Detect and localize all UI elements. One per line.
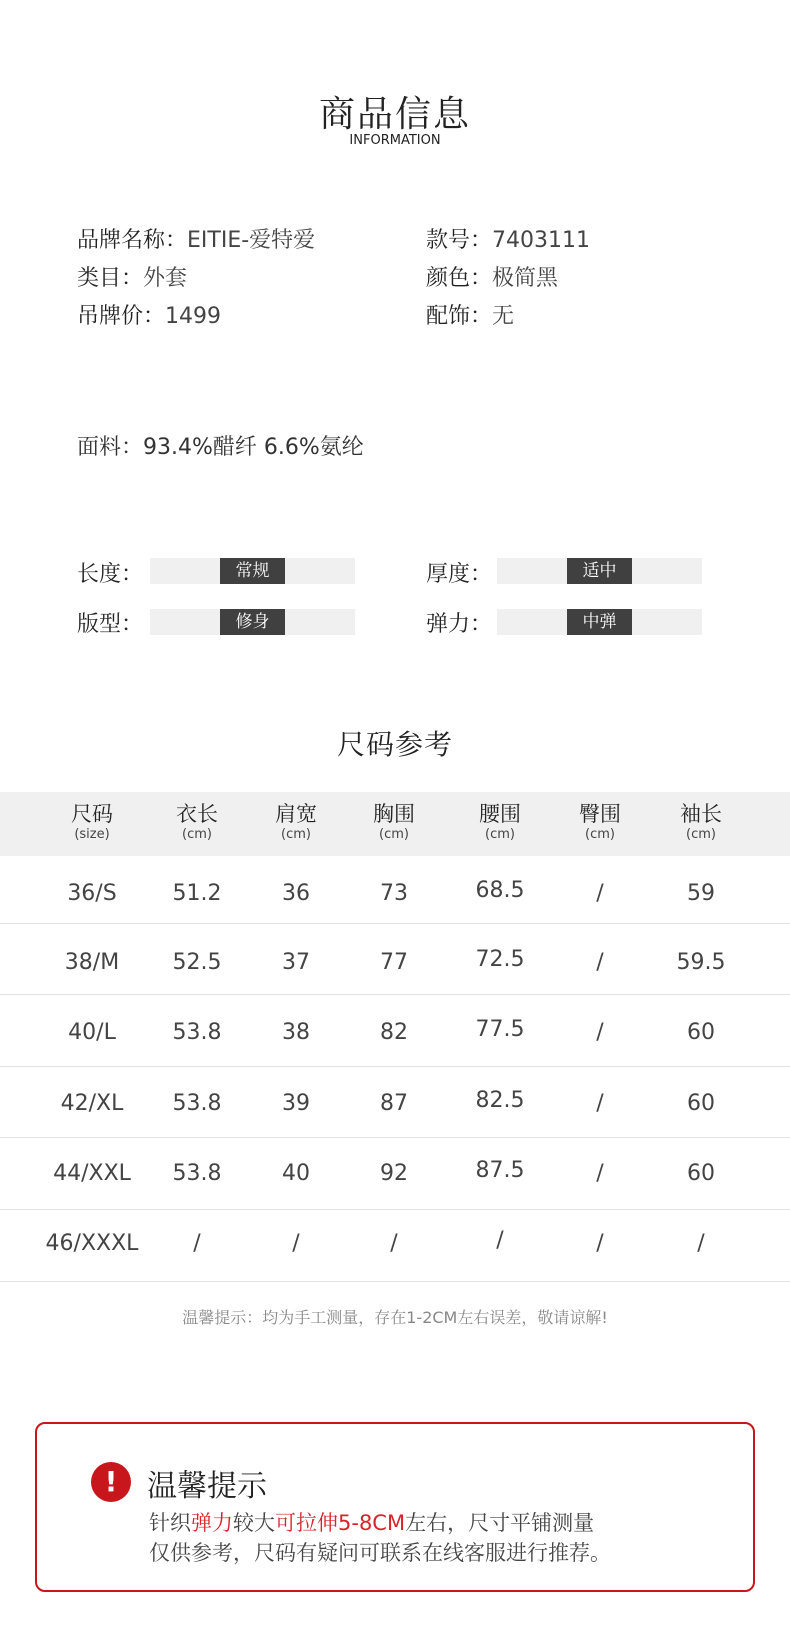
header-waist [445,802,555,844]
warm-reminder-title: 温馨提示 [147,1469,267,1504]
price-row [77,299,221,330]
table-cell: 68.5 [475,878,525,903]
fit-label: 版型： [77,612,144,637]
brand-label: 品牌名称： [77,228,188,253]
reminder-highlight: 可拉伸5-8CM [275,1511,406,1535]
reminder-text: 较大 [233,1511,275,1535]
warm-reminder-box [35,1422,755,1592]
table-cell: 38 [282,1020,310,1045]
table-cell: / [292,1231,300,1256]
header-sleeve-name: 袖长 [680,802,722,826]
header-waist-name: 腰围 [479,802,521,826]
reminder-text: 左右，尺寸平铺测量 [405,1511,595,1535]
table-cell: 59.5 [676,950,726,975]
price-label: 吊牌价： [77,304,166,329]
table-cell: 92 [380,1161,408,1186]
table-cell: 60 [687,1161,715,1186]
table-cell: 51.2 [172,881,222,906]
table-cell: 38/M [64,950,120,975]
category-label: 类目： [77,266,144,291]
accessory-label: 配饰： [426,304,493,329]
header-hip-name: 臀围 [579,802,621,826]
header-length [142,802,252,844]
table-cell: / [596,950,604,975]
table-cell: 53.8 [172,1091,222,1116]
product-info-subtitle: INFORMATION [349,133,441,148]
header-chest-name: 胸围 [373,802,415,826]
table-row [0,996,790,1067]
table-cell: 77 [380,950,408,975]
table-cell: 82 [380,1020,408,1045]
warm-reminder-line-1 [149,1507,594,1537]
table-cell: / [390,1231,398,1256]
header-size [37,802,147,844]
category-value: 外套 [143,266,188,291]
accessory-value: 无 [492,304,515,329]
header-sleeve [646,802,756,844]
header-shoulder [241,802,351,844]
price-value: 1499 [165,304,222,329]
length-label: 长度： [77,562,144,587]
table-cell: / [697,1231,705,1256]
table-cell: 87 [380,1091,408,1116]
product-info-title: 商品信息 [318,94,471,135]
table-row [0,1139,790,1210]
length-tag: 常规 [220,558,285,584]
header-shoulder-name: 肩宽 [275,802,317,826]
header-chest [339,802,449,844]
table-cell: 73 [380,881,408,906]
table-cell: 36 [282,881,310,906]
fabric-label: 面料： [77,435,144,460]
header-sleeve-unit: (cm) [686,827,716,842]
exclamation-icon: ! [91,1462,131,1502]
header-shoulder-unit: (cm) [281,827,311,842]
table-cell: / [596,1091,604,1116]
header-chest-unit: (cm) [379,827,409,842]
table-cell: 60 [687,1091,715,1116]
elasticity-tag: 中弹 [567,609,632,635]
category-row [77,261,187,292]
table-cell: / [496,1228,504,1253]
table-cell: 72.5 [475,947,525,972]
table-cell: / [596,1020,604,1045]
header-hip [545,802,655,844]
table-cell: 46/XXXL [45,1231,139,1256]
measurement-tip: 温馨提示：均为手工测量，存在1-2CM左右误差，敬请谅解! [182,1308,608,1327]
table-cell: 40 [282,1161,310,1186]
table-cell: 44/XXL [53,1161,131,1186]
color-label: 颜色： [426,266,493,291]
thickness-tag: 适中 [567,558,632,584]
table-cell: 42/XL [60,1091,124,1116]
header-size-unit: (size) [74,827,110,842]
table-cell: 82.5 [475,1088,525,1113]
length-bar [150,558,355,584]
thickness-label: 厚度： [426,562,493,587]
header-waist-unit: (cm) [485,827,515,842]
header-size-name: 尺码 [71,802,113,826]
size-table-header [0,792,790,856]
header-hip-unit: (cm) [585,827,615,842]
color-row [426,261,558,292]
table-row [0,925,790,995]
table-cell: 77.5 [475,1017,525,1042]
elasticity-label: 弹力： [426,612,493,637]
table-cell: 39 [282,1091,310,1116]
fabric-value: 93.4%醋纤 6.6%氨纶 [143,435,364,460]
reminder-highlight: 弹力 [191,1511,233,1535]
table-cell: 52.5 [172,950,222,975]
brand-row [77,223,315,254]
fit-bar [150,609,355,635]
table-row [0,856,790,924]
table-cell: 87.5 [475,1158,525,1183]
table-row [0,1211,790,1282]
table-cell: 40/L [68,1020,116,1045]
sku-label: 款号： [426,228,493,253]
table-cell: 53.8 [172,1161,222,1186]
warm-reminder-line-2: 仅供参考，尺码有疑问可联系在线客服进行推荐。 [149,1541,611,1565]
sku-row [426,223,590,254]
accessory-row [426,299,514,330]
reminder-text: 针织 [149,1511,191,1535]
fabric-row [77,430,364,461]
sku-value: 7403111 [492,228,590,253]
header-length-name: 衣长 [176,802,218,826]
table-cell: 36/S [67,881,117,906]
elasticity-bar [497,609,702,635]
size-reference-title: 尺码参考 [336,728,453,761]
table-cell: 60 [687,1020,715,1045]
table-cell: 59 [687,881,715,906]
table-cell: 53.8 [172,1020,222,1045]
header-length-unit: (cm) [182,827,212,842]
table-cell: 37 [282,950,310,975]
thickness-bar [497,558,702,584]
table-cell: / [596,881,604,906]
table-row [0,1068,790,1138]
table-cell: / [596,1161,604,1186]
table-cell: / [596,1231,604,1256]
table-cell: / [193,1231,201,1256]
brand-value: EITIE-爱特爱 [187,228,316,253]
fit-tag: 修身 [220,609,285,635]
color-value: 极简黑 [492,266,559,291]
